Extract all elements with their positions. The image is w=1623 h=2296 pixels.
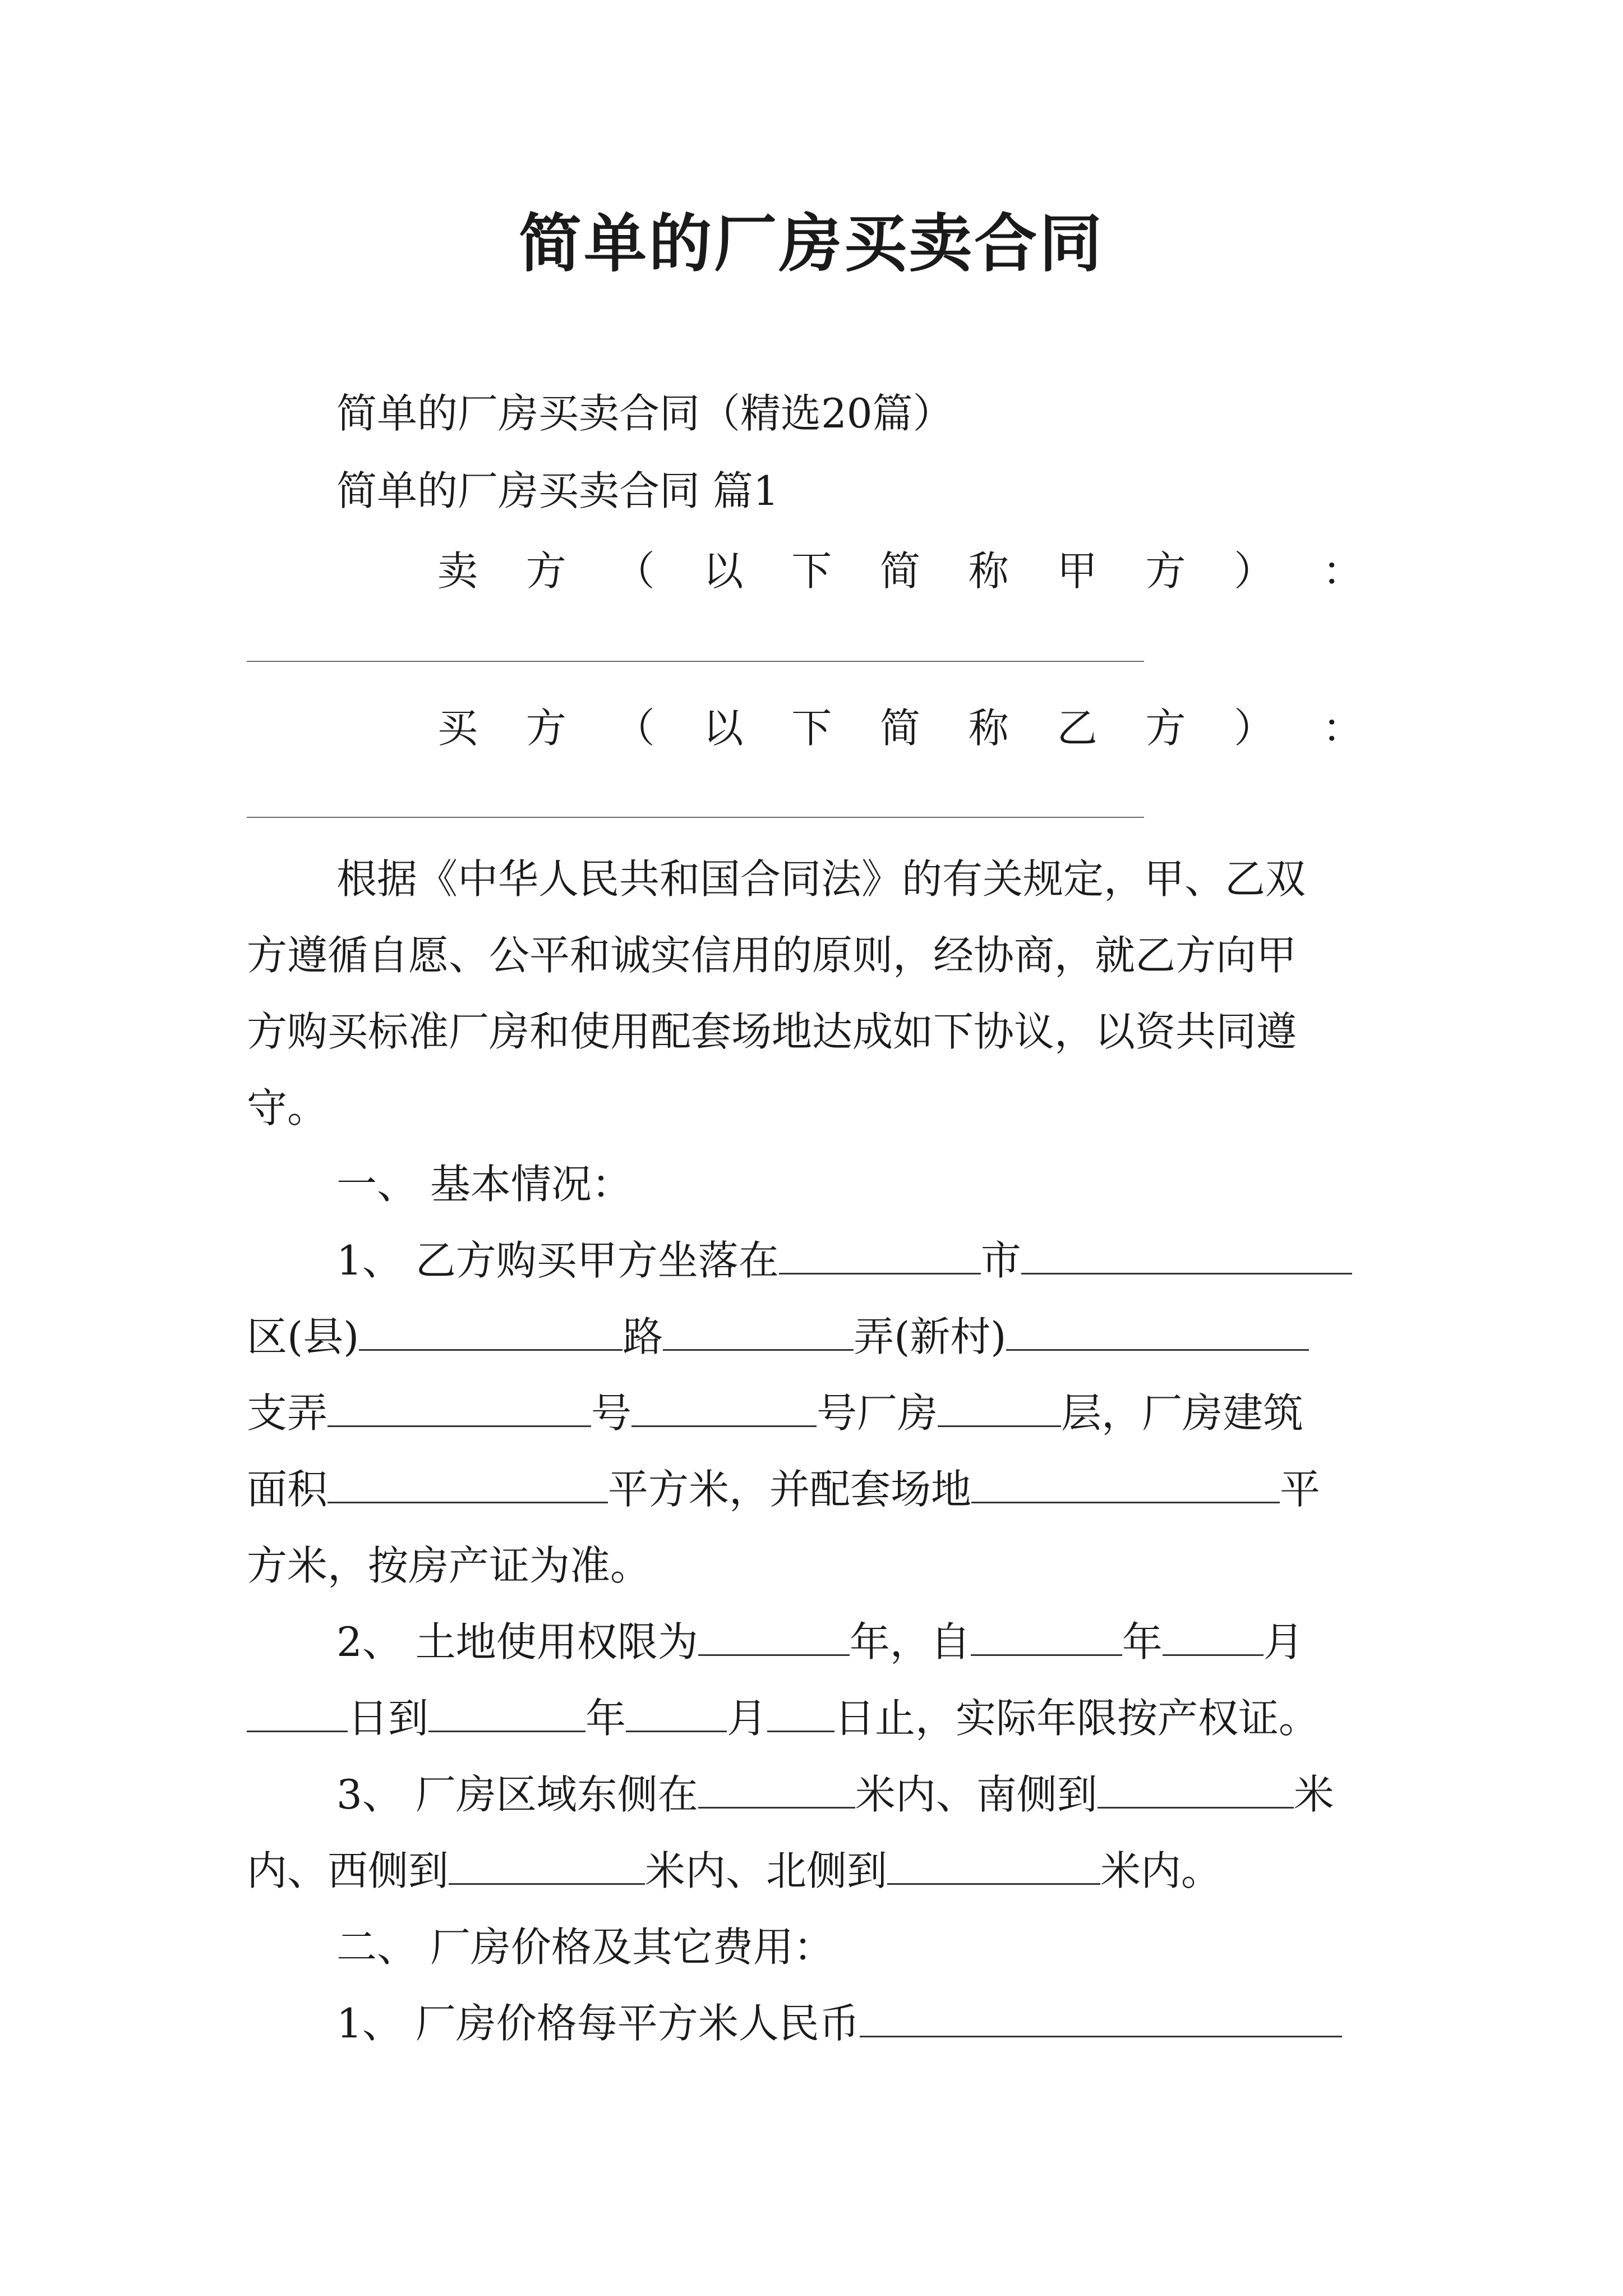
item1-text: 面积 — [247, 1466, 328, 1513]
section-heading: 简单的厂房买卖合同 篇1 — [336, 467, 779, 514]
seller-char: 甲 — [1057, 547, 1098, 595]
paragraph-line: 根据《中华人民共和国合同法》的有关规定，甲、乙双 — [336, 855, 1306, 903]
paragraph-line: 方购买标准厂房和使用配套场地达成如下协议，以资共同遵 — [247, 1008, 1297, 1055]
blank-field[interactable] — [1098, 1768, 1294, 1809]
item3-line1 — [336, 1764, 1334, 1825]
item2-line2 — [247, 1687, 1319, 1749]
blank-field[interactable] — [359, 1310, 623, 1351]
item3-text: 米内、南侧到 — [855, 1771, 1098, 1818]
seller-char: 简 — [879, 547, 920, 595]
buyer-char: ： — [1322, 705, 1363, 752]
buyer-char: 称 — [968, 705, 1009, 752]
buyer-fill-line — [247, 817, 1144, 818]
paragraph-line: 方遵循自愿、公平和诚实信用的原则，经协商，就乙方向甲 — [247, 932, 1297, 979]
paragraph-line: 守。 — [247, 1084, 328, 1131]
item2-text: 日止，实际年限按产权证。 — [834, 1695, 1320, 1742]
buyer-char: 乙 — [1057, 705, 1098, 752]
document-title: 简单的厂房买卖合同 — [519, 207, 1104, 280]
seller-fill-line — [247, 661, 1144, 662]
blank-field[interactable] — [971, 1462, 1280, 1503]
item2-text: 2、 土地使用权限为 — [336, 1618, 698, 1665]
blank-field[interactable] — [631, 1386, 817, 1427]
seller-char: 称 — [968, 547, 1009, 595]
buyer-line — [437, 696, 1363, 754]
blank-field[interactable] — [328, 1462, 608, 1503]
item3-line2 — [247, 1840, 1221, 1902]
item1-text: 号 — [591, 1389, 632, 1437]
buyer-char: ） — [1234, 705, 1275, 752]
item1-line1 — [336, 1230, 1352, 1291]
item3-text: 米内、北侧到 — [645, 1847, 888, 1894]
blank-field[interactable] — [663, 1310, 854, 1351]
item3-text: 米 — [1293, 1771, 1334, 1818]
item1-line3 — [247, 1382, 1303, 1444]
blank-field[interactable] — [428, 1691, 585, 1732]
buyer-char: 方 — [525, 705, 566, 752]
item1-text: 区(县) — [247, 1313, 359, 1360]
item1-text: 平 — [1280, 1466, 1321, 1513]
blank-field[interactable] — [698, 1615, 850, 1656]
item3-text: 3、 厂房区域东侧在 — [336, 1771, 698, 1818]
seller-char: 方 — [525, 547, 566, 595]
heading-price: 二、 厂房价格及其它费用： — [336, 1924, 834, 1971]
blank-field[interactable] — [698, 1768, 855, 1809]
blank-field[interactable] — [328, 1386, 591, 1427]
item1-line2 — [247, 1306, 1309, 1368]
blank-field[interactable] — [971, 1615, 1122, 1656]
item1-text: 支弄 — [247, 1389, 328, 1437]
seller-char: 卖 — [437, 547, 478, 595]
item1-text: 弄(新村) — [854, 1313, 1007, 1360]
buyer-char: 简 — [879, 705, 920, 752]
item2-line1 — [336, 1611, 1304, 1673]
item4-text: 1、 厂房价格每平方米人民币 — [336, 2000, 860, 2047]
buyer-char: 下 — [791, 705, 832, 752]
blank-field[interactable] — [449, 1844, 645, 1885]
item1-text: 号厂房 — [817, 1389, 938, 1437]
seller-line — [437, 539, 1363, 597]
item1-text: 1、 乙方购买甲方坐落在 — [336, 1237, 779, 1284]
item2-text: 月 — [727, 1695, 768, 1742]
item1-text: 路 — [623, 1313, 663, 1360]
item2-text: 日到 — [348, 1695, 429, 1742]
buyer-char: 买 — [437, 705, 478, 752]
item1-line4 — [247, 1458, 1320, 1520]
buyer-char: 方 — [1145, 705, 1186, 752]
item2-text: 年 — [585, 1695, 626, 1742]
item3-text: 内、西侧到 — [247, 1847, 449, 1894]
item1-text: 市 — [980, 1237, 1021, 1284]
blank-field[interactable] — [626, 1691, 727, 1732]
seller-char: ） — [1234, 547, 1275, 595]
seller-char: 下 — [791, 547, 832, 595]
blank-field[interactable] — [767, 1691, 834, 1732]
buyer-char: 以 — [703, 705, 744, 752]
blank-field[interactable] — [860, 1996, 1342, 2037]
blank-field[interactable] — [1021, 1234, 1352, 1274]
item4-line1 — [336, 1993, 1342, 2054]
item3-text: 米内。 — [1100, 1847, 1222, 1894]
item1-line5: 方米，按房产证为准。 — [247, 1542, 651, 1589]
blank-field[interactable] — [1006, 1310, 1309, 1351]
blank-field[interactable] — [247, 1691, 348, 1732]
blank-field[interactable] — [779, 1234, 981, 1274]
subtitle: 简单的厂房买卖合同（精选20篇） — [336, 390, 953, 437]
buyer-char: （ — [614, 705, 655, 752]
seller-char: （ — [614, 547, 655, 595]
item2-text: 年 — [1122, 1618, 1163, 1665]
seller-char: 方 — [1145, 547, 1186, 595]
item2-text: 月 — [1263, 1618, 1304, 1665]
item2-text: 年，自 — [849, 1618, 971, 1665]
blank-field[interactable] — [1163, 1615, 1264, 1656]
item1-text: 层，厂房建筑 — [1061, 1389, 1304, 1437]
seller-char: 以 — [703, 547, 744, 595]
item1-text: 平方米，并配套场地 — [608, 1466, 972, 1513]
blank-field[interactable] — [938, 1386, 1061, 1427]
blank-field[interactable] — [887, 1844, 1100, 1885]
heading-basic-info: 一、 基本情况： — [336, 1161, 632, 1208]
seller-char: ： — [1322, 547, 1363, 595]
